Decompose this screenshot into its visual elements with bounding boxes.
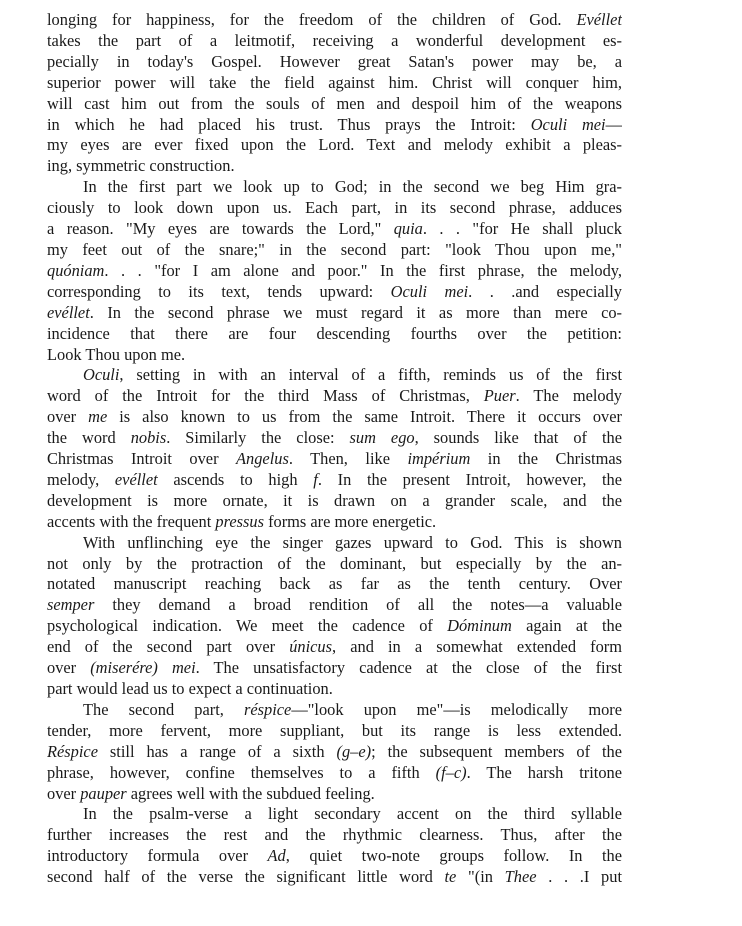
text-body <box>47 10 622 888</box>
text-line: over pauper agrees well with the subdued feeling. <box>47 783 375 803</box>
text-line: pecially in today's Gospel. However great Satan's power may be, a <box>47 51 622 71</box>
text-line: Christmas Introit over Angelus. Then, like impérium in the Christmas <box>47 449 622 469</box>
text-line: ing, symmetric construction. <box>47 156 235 176</box>
text-line: Oculi, setting in with an interval of a fifth, reminds us of the first <box>83 365 622 385</box>
book-page <box>47 10 622 888</box>
text-line: corresponding to its text, tends upward: Oculi mei. . .and especially <box>47 281 622 301</box>
paragraph <box>47 700 622 805</box>
text-line: takes the part of a leitmotif, receiving a wonderful development es- <box>47 30 622 50</box>
text-line: evéllet. In the second phrase we must regard it as more than mere co- <box>47 302 622 322</box>
text-line: a reason. "My eyes are towards the Lord," quia. . . "for He shall pluck <box>47 219 622 239</box>
text-line: development is more ornate, it is drawn on a grander scale, and the <box>47 490 622 510</box>
text-line: semper they demand a broad rendition of all the notes—a valuable <box>47 595 622 615</box>
text-line: my feet out of the snare;" in the second part: "look Thou upon me," <box>47 239 622 259</box>
text-line: The second part, réspice—"look upon me"—is melodically more <box>83 699 622 719</box>
text-line: second half of the verse the significant little word te "(in Thee . . .I put <box>47 867 622 887</box>
text-line: Réspice still has a range of a sixth (g–e); the subsequent members of the <box>47 741 622 761</box>
text-line: In the psalm-verse a light secondary accent on the third syllable <box>83 804 622 824</box>
text-line: psychological indication. We meet the cadence of Dóminum again at the <box>47 616 622 636</box>
text-line: phrase, however, confine themselves to a fifth (f–c). The harsh tritone <box>47 762 622 782</box>
paragraph <box>47 177 622 365</box>
text-line: not only by the protraction of the dominant, but especially by the an- <box>47 553 622 573</box>
text-line: With unflinching eye the singer gazes upward to God. This is shown <box>83 532 622 552</box>
text-line: quóniam. . . "for I am alone and poor." In the first phrase, the melody, <box>47 260 622 280</box>
text-line: tender, more fervent, more suppliant, but its range is less extended. <box>47 720 622 740</box>
text-line: notated manuscript reaching back as far as the tenth century. Over <box>47 574 622 594</box>
text-line: over me is also known to us from the same Introit. There it occurs over <box>47 407 622 427</box>
text-line: Look Thou upon me. <box>47 344 186 364</box>
paragraph <box>47 365 622 532</box>
text-line: in which he had placed his trust. Thus prays the Introit: Oculi mei— <box>47 114 622 134</box>
text-line: incidence that there are four descending fourths over the petition: <box>47 323 622 343</box>
text-line: word of the Introit for the third Mass of Christmas, Puer. The melody <box>47 386 622 406</box>
paragraph <box>47 533 622 700</box>
text-line: over (miserére) mei. The unsatisfactory cadence at the close of the first <box>47 658 622 678</box>
text-line: further increases the rest and the rhythmic clearness. Thus, after the <box>47 825 622 845</box>
paragraph <box>47 10 622 177</box>
text-line: part would lead us to expect a continuation. <box>47 679 333 698</box>
text-line: In the first part we look up to God; in the second we beg Him gra- <box>83 177 622 197</box>
text-line: introductory formula over Ad, quiet two-note groups follow. In the <box>47 846 622 866</box>
text-line: accents with the frequent pressus forms are more energetic. <box>47 511 437 531</box>
text-line: my eyes are ever fixed upon the Lord. Text and melody exhibit a pleas- <box>47 135 622 155</box>
text-line: longing for happiness, for the freedom of the children of God. Evéllet <box>47 10 622 29</box>
text-line: end of the second part over únicus, and in a somewhat extended form <box>47 637 622 657</box>
paragraph <box>47 804 622 888</box>
text-line: will cast him out from the souls of men and despoil him of the weapons <box>47 93 622 113</box>
text-line: superior power will take the field against him. Christ will conquer him, <box>47 72 622 92</box>
text-line: melody, evéllet ascends to high f. In the present Introit, however, the <box>47 469 622 489</box>
text-line: the word nobis. Similarly the close: sum ego, sounds like that of the <box>47 428 622 448</box>
text-line: ciously to look down upon us. Each part, in its second phrase, adduces <box>47 198 622 218</box>
